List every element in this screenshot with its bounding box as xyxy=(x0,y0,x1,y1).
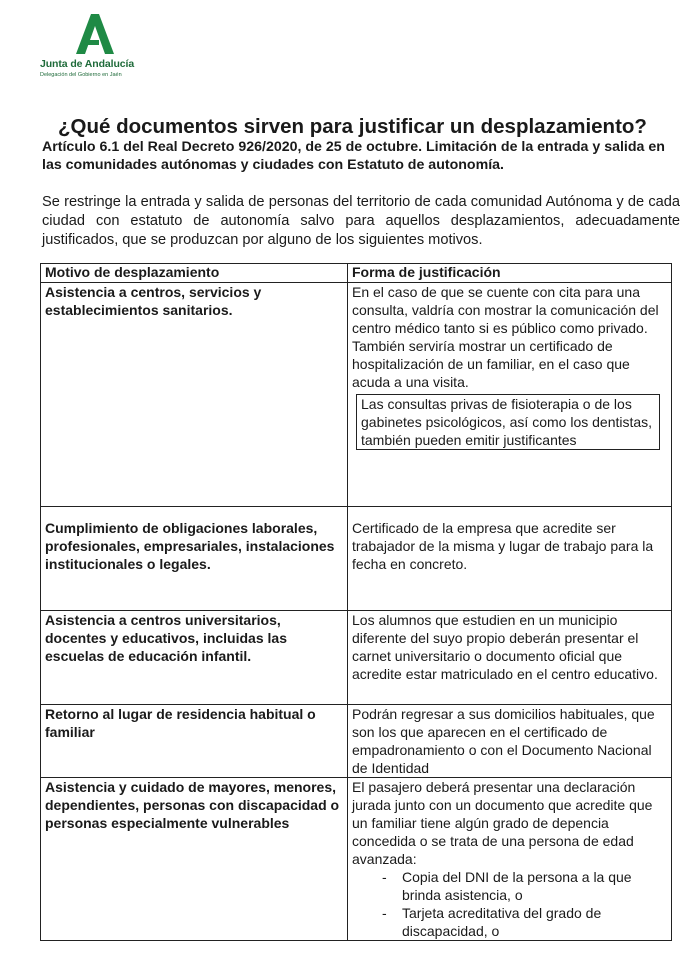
junta-andalucia-emblem-icon xyxy=(68,14,114,54)
forma-text: En el caso de que se cuente con cita para una consulta, valdría con mostrar la comunicación del centro médico tanto si es público como privado. También serviría mostrar un certificado de hospitalización de un familiar, en el caso que acuda a una visita. xyxy=(352,284,659,390)
forma-cell xyxy=(348,778,672,941)
list-item: - Tarjeta acreditativa del grado de discapacidad, o xyxy=(382,904,667,940)
page-title: ¿Qué documentos sirven para justificar un desplazamiento? xyxy=(58,115,647,138)
table-row xyxy=(41,705,672,778)
justification-table xyxy=(40,263,672,941)
table-row xyxy=(41,507,672,611)
org-subtitle: Delegación del Gobierno en Jaén xyxy=(40,72,122,78)
org-name: Junta de Andalucía xyxy=(40,58,135,70)
motivo-cell: Asistencia a centros universitarios, docentes y educativos, incluidas las escuelas de educación infantil. xyxy=(41,611,348,705)
motivo-cell: Asistencia y cuidado de mayores, menores, dependientes, personas con discapacidad o personas especialmente vulnerables xyxy=(41,778,348,941)
list-item: - Copia del DNI de la persona a la que brinda asistencia, o xyxy=(382,868,667,904)
forma-cell xyxy=(348,283,672,507)
table-header-row xyxy=(41,264,672,283)
forma-text: El pasajero deberá presentar una declaración jurada junto con un documento que acredite que un familiar tiene algún grado de depencia concedida o se trata de una persona de edad avanzada: xyxy=(352,779,653,867)
intro-paragraph: Se restringe la entrada y salida de personas del territorio de cada comunidad Autónoma y de cada ciudad con estatuto de autonomía salvo para aquellos desplazamientos, adecuadamente justificados, que se produzcan por alguno de los siguientes motivos. xyxy=(42,194,680,248)
motivo-cell: Retorno al lugar de residencia habitual o familiar xyxy=(41,705,348,778)
junta-andalucia-logo xyxy=(40,14,170,78)
forma-cell: Certificado de la empresa que acredite ser trabajador de la misma y lugar de trabajo para la fecha en concreto. xyxy=(348,507,672,611)
table-row xyxy=(41,611,672,705)
page-subtitle: Artículo 6.1 del Real Decreto 926/2020, de 25 de octubre. Limitación de la entrada y salida en las comunidades autónomas y ciudades con Estatuto de autonomía. xyxy=(42,139,665,173)
column-header-motivo: Motivo de desplazamiento xyxy=(41,264,348,283)
table-row xyxy=(41,283,672,507)
motivo-cell: Asistencia a centros, servicios y establecimientos sanitarios. xyxy=(41,283,348,507)
document-list xyxy=(352,868,667,940)
table-row xyxy=(41,778,672,941)
note-box: Las consultas privas de fisioterapia o de los gabinetes psicológicos, así como los dentistas, también pueden emitir justificantes xyxy=(356,394,660,450)
motivo-cell: Cumplimiento de obligaciones laborales, profesionales, empresariales, instalaciones institucionales o legales. xyxy=(41,507,348,611)
column-header-forma: Forma de justificación xyxy=(348,264,672,283)
forma-cell: Podrán regresar a sus domicilios habituales, que son los que aparecen en el certificado de empadronamiento o con el Documento Nacional de Identidad xyxy=(348,705,672,778)
forma-cell: Los alumnos que estudien en un municipio diferente del suyo propio deberán presentar el carnet universitario o documento oficial que acredite estar matriculado en el centro educativo. xyxy=(348,611,672,705)
